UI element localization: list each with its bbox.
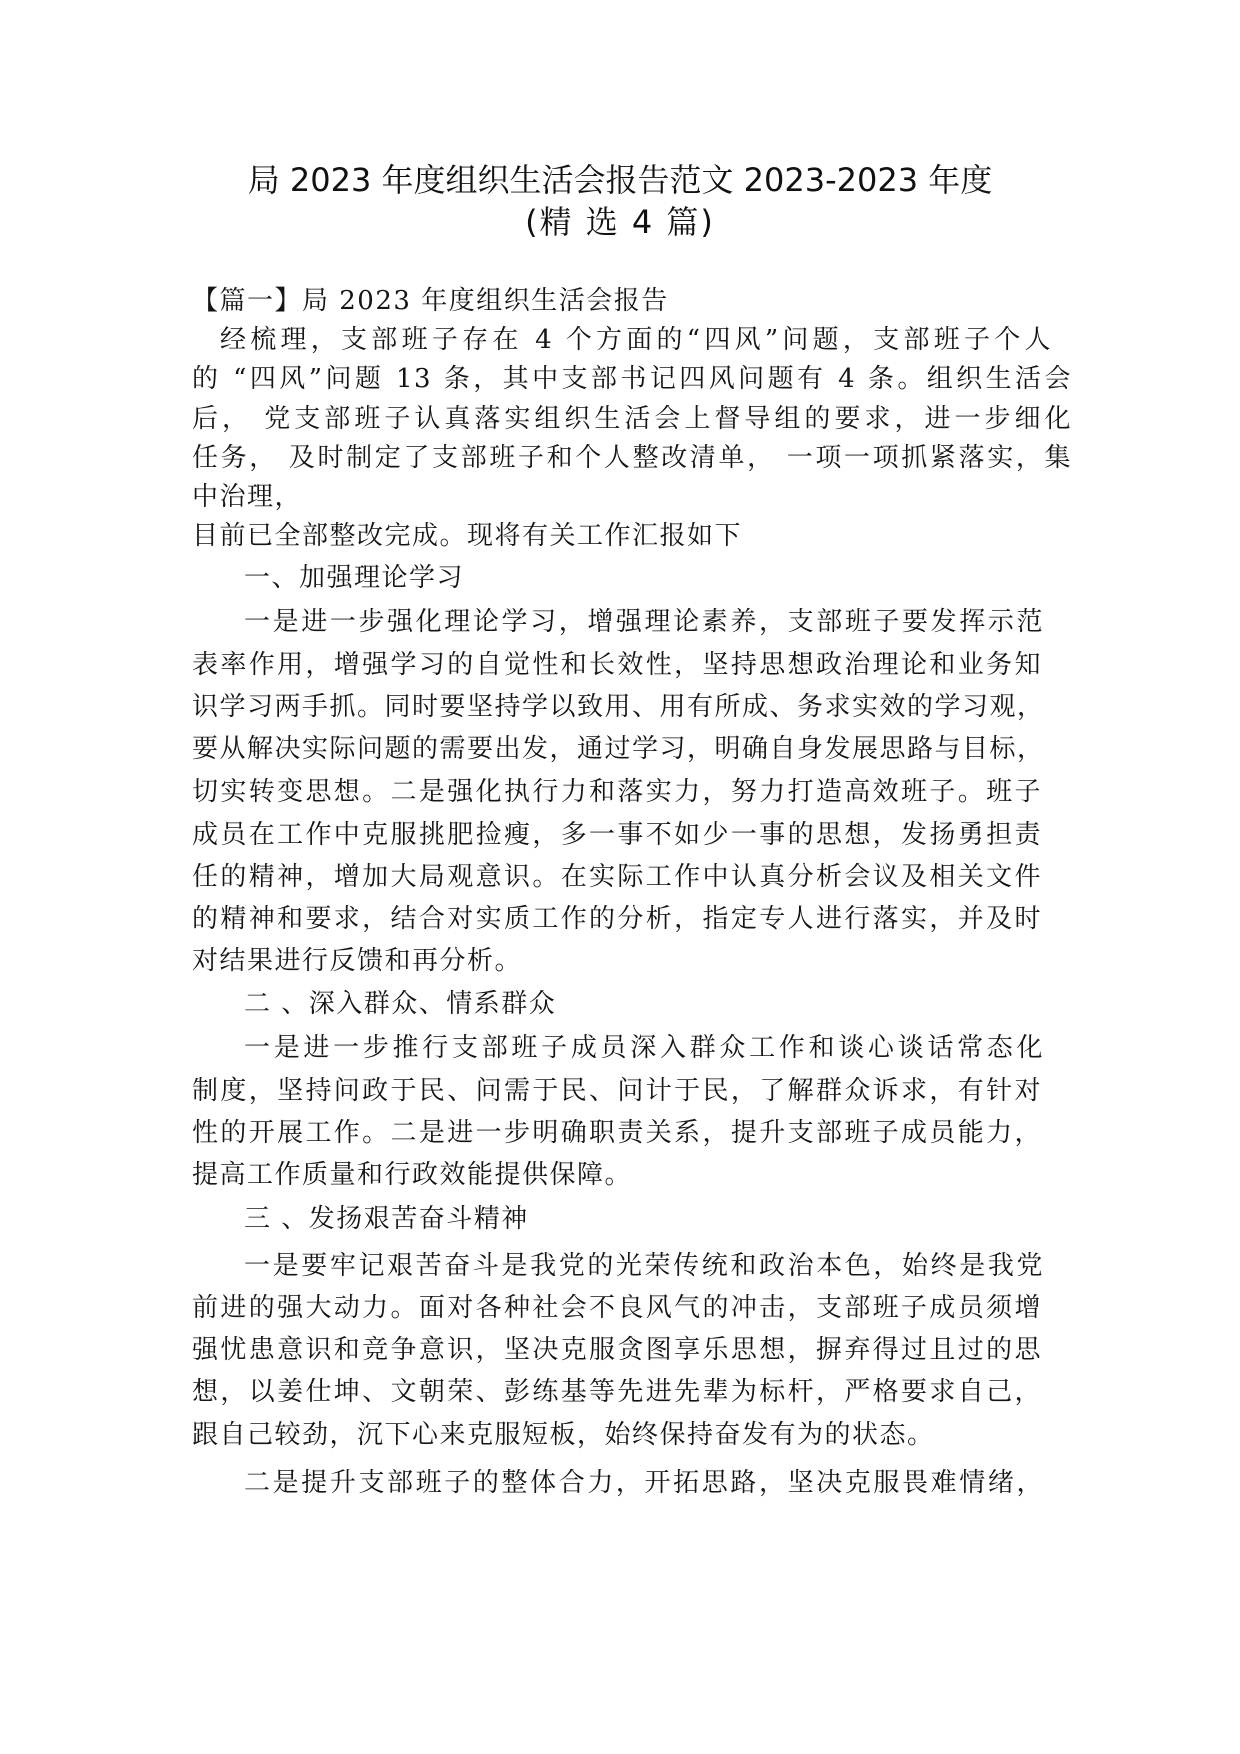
section-heading-part-one: 【篇一】局 2023 年度组织生活会报告	[192, 286, 669, 316]
body-line: 表率作用，增强学习的自觉性和长效性，坚持思想政治理论和业务知	[192, 650, 1042, 680]
body-line: 切实转变思想。二是强化执行力和落实力，努力打造高效班子。班子	[192, 777, 1042, 807]
body-line: 提高工作质量和行政效能提供保障。	[192, 1160, 633, 1190]
body-line: 中治理，	[192, 482, 303, 512]
subheading-3: 三 、发扬艰苦奋斗精神	[244, 1204, 529, 1234]
body-line: 前进的强大动力。面对各种社会不良风气的冲击，支部班子成员须增	[192, 1293, 1042, 1323]
body-line: 想，以姜仕坤、文朝荣、彭练基等先进先辈为标杆，严格要求自己，	[192, 1377, 1042, 1407]
body-line: 识学习两手抓。同时要坚持学以致用、用有所成、务求实效的学习观，	[192, 692, 1045, 722]
body-line: 要从解决实际问题的需要出发，通过学习，明确自身发展思路与目标，	[192, 734, 1045, 764]
subheading-2: 二 、深入群众、情系群众	[244, 989, 557, 1019]
body-line: 后， 党支部班子认真落实组织生活会上督导组的要求，进一步细化	[192, 404, 1072, 434]
body-line: 的 “四风”问题 13 条，其中支部书记四风问题有 4 条。组织生活会	[192, 364, 1072, 394]
document-title-line-2: (精 选 4 篇)	[525, 203, 715, 241]
body-line: 对结果进行反馈和再分析。	[192, 946, 523, 976]
body-line: 强忧患意识和竞争意识，坚决克服贪图享乐思想，摒弃得过且过的思	[192, 1335, 1042, 1365]
document-title-line-1: 局 2023 年度组织生活会报告范文 2023-2023 年度	[247, 161, 993, 199]
body-line: 任的精神，增加大局观意识。在实际工作中认真分析会议及相关文件	[192, 862, 1042, 892]
body-line: 性的开展工作。二是进一步明确职责关系，提升支部班子成员能力，	[192, 1118, 1042, 1148]
subheading-1: 一、加强理论学习	[244, 563, 465, 593]
body-line: 跟自己较劲，沉下心来克服短板，始终保持奋发有为的状态。	[192, 1420, 935, 1450]
body-line: 的精神和要求，结合对实质工作的分析，指定专人进行落实，并及时	[192, 904, 1042, 934]
body-line: 任务， 及时制定了支部班子和个人整改清单， 一项一项抓紧落实，集	[192, 443, 1072, 473]
body-line: 一是进一步强化理论学习，增强理论素养，支部班子要发挥示范	[244, 607, 1044, 637]
body-line: 目前已全部整改完成。现将有关工作汇报如下	[192, 521, 743, 551]
body-line: 制度，坚持问政于民、问需于民、问计于民，了解群众诉求，有针对	[192, 1076, 1042, 1106]
body-line: 一是进一步推行支部班子成员深入群众工作和谈心谈话常态化	[244, 1033, 1044, 1063]
body-line: 成员在工作中克服挑肥捡瘦，多一事不如少一事的思想，发扬勇担责	[192, 820, 1042, 850]
body-line: 一是要牢记艰苦奋斗是我党的光荣传统和政治本色，始终是我党	[244, 1251, 1044, 1281]
body-line: 二是提升支部班子的整体合力，开拓思路，坚决克服畏难情绪，	[244, 1468, 1044, 1498]
body-line: 经梳理，支部班子存在 4 个方面的“四风”问题，支部班子个人	[220, 325, 1052, 355]
